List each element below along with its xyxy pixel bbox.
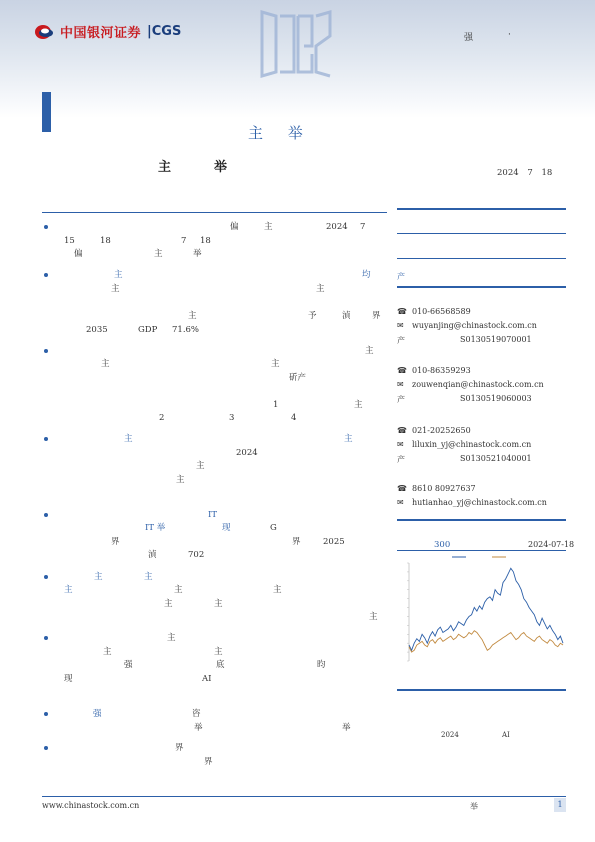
body-text-fragment: 强 — [124, 660, 133, 670]
body-text-fragment: 71.6% — [172, 325, 200, 335]
header-right-text: 强 — [464, 33, 474, 43]
bullet-dot — [44, 513, 48, 517]
body-text-fragment: 主 — [167, 633, 176, 643]
panel-rule — [397, 689, 566, 691]
body-text-fragment: 主 — [188, 311, 197, 321]
bullet-dot — [44, 575, 48, 579]
chart-note-right: AI — [502, 731, 510, 739]
cgs-watermark-icon — [258, 6, 334, 82]
panel-rule — [397, 286, 566, 288]
brand-name-en: |CGS — [147, 24, 182, 39]
footer-disclaimer-mark: 举 — [470, 802, 478, 811]
body-text-fragment: 2024 — [326, 222, 348, 232]
body-text-fragment: 主 — [176, 475, 185, 485]
report-date: 2024 7 18 — [497, 168, 553, 178]
chart-series-line — [409, 631, 563, 652]
bullet-dot — [44, 437, 48, 441]
body-text-fragment: 2024 — [236, 448, 258, 458]
analyst-phone: 8610 80927637 — [412, 484, 476, 493]
body-text-fragment: 咨 — [192, 709, 201, 719]
body-text-fragment: 主 — [124, 434, 133, 444]
body-text-fragment: 主 — [174, 585, 183, 595]
chart-series-line — [409, 568, 563, 650]
cert-label: 产 — [397, 455, 405, 464]
body-text-fragment: 主 — [273, 585, 282, 595]
chart-rule — [397, 550, 566, 551]
body-text-fragment: 18 — [100, 236, 111, 246]
body-text-fragment: 主 — [144, 572, 153, 582]
panel-label: 产 — [397, 272, 405, 281]
body-text-fragment: 702 — [188, 550, 205, 560]
chart-note-left: 2024 — [441, 731, 459, 739]
body-text-fragment: 4 — [291, 413, 297, 423]
footer-rule — [42, 796, 566, 797]
panel-rule — [397, 519, 566, 521]
body-text-fragment: 7 — [181, 236, 187, 246]
body-text-fragment: 主 — [369, 612, 378, 622]
analyst-phone: 010-86359293 — [412, 366, 471, 375]
body-text-fragment: 底 — [216, 660, 225, 670]
analyst-cert-number: S0130521040001 — [460, 454, 532, 463]
body-text-fragment: AI — [202, 674, 212, 684]
body-text-fragment: 主 — [64, 585, 73, 595]
body-text-fragment: 主 — [316, 284, 325, 294]
body-text-fragment: 湞 — [148, 550, 157, 560]
body-text-fragment: 3 — [229, 413, 235, 423]
phone-icon: ☎ — [397, 484, 407, 493]
bullet-dot — [44, 225, 48, 229]
phone-icon: ☎ — [397, 307, 407, 316]
body-text-fragment: 主 — [103, 647, 112, 657]
body-text-fragment: GDP — [138, 325, 158, 335]
body-text-fragment: 现 — [64, 674, 73, 684]
body-text-fragment: 主 — [214, 647, 223, 657]
body-text-fragment: 举 — [342, 723, 351, 733]
chart-date: 2024-07-18 — [528, 540, 575, 549]
analyst-email[interactable]: hutianhao_yj@chinastock.com.cn — [412, 498, 547, 507]
body-text-fragment: 18 — [200, 236, 211, 246]
body-text-fragment: 15 — [64, 236, 75, 246]
email-icon: ✉ — [397, 321, 404, 330]
body-text-fragment: 主 — [154, 249, 163, 259]
chart-title: 300 — [434, 540, 451, 550]
body-top-rule — [42, 212, 387, 213]
body-text-fragment: 主 — [94, 572, 103, 582]
bullet-dot — [44, 712, 48, 716]
body-text-fragment: 2 — [159, 413, 165, 423]
footer-url[interactable]: www.chinastock.com.cn — [42, 801, 140, 810]
bullet-dot — [44, 746, 48, 750]
body-text-fragment: 湞 — [342, 311, 351, 321]
body-text-fragment: 2025 — [323, 537, 345, 547]
body-text-fragment: 现 — [222, 523, 231, 533]
analyst-email[interactable]: liluxin_yj@chinastock.com.cn — [412, 440, 532, 449]
body-text-fragment: 主 — [354, 400, 363, 410]
analyst-phone: 010-66568589 — [412, 307, 471, 316]
body-text-fragment: 2035 — [86, 325, 108, 335]
panel-rule — [397, 233, 566, 234]
body-text-fragment: 界 — [111, 537, 120, 547]
brand-name-cn: 中国银河证券 — [60, 26, 142, 41]
analyst-cert-number: S0130519060003 — [460, 394, 532, 403]
analyst-phone: 021-20252650 — [412, 426, 471, 435]
panel-rule-top — [397, 208, 566, 210]
body-text-fragment: 主 — [111, 284, 120, 294]
body-text-fragment: 主 — [196, 461, 205, 471]
analyst-email[interactable]: zouwenqian@chinastock.com.cn — [412, 380, 544, 389]
body-text-fragment: 偏 — [230, 222, 239, 232]
body-text-fragment: 予 — [308, 311, 317, 321]
index-comparison-chart — [397, 553, 566, 665]
analyst-cert-number: S0130519070001 — [460, 335, 532, 344]
analyst-email[interactable]: wuyanjing@chinastock.com.cn — [412, 321, 537, 330]
body-text-fragment: 界 — [372, 311, 381, 321]
bullet-dot — [44, 349, 48, 353]
page-number: 1 — [554, 798, 566, 812]
body-text-fragment: G — [270, 523, 277, 533]
body-text-fragment: 主 — [214, 599, 223, 609]
body-text-fragment: 昀 — [317, 660, 326, 670]
body-text-fragment: 强 — [93, 709, 102, 719]
bullet-dot — [44, 636, 48, 640]
phone-icon: ☎ — [397, 366, 407, 375]
panel-rule — [397, 258, 566, 259]
phone-icon: ☎ — [397, 426, 407, 435]
brand-mark-icon — [34, 23, 56, 41]
body-text-fragment: 举 — [193, 249, 202, 259]
title-accent-bar — [42, 92, 51, 132]
email-icon: ✉ — [397, 440, 404, 449]
body-text-fragment: 主 — [164, 599, 173, 609]
body-text-fragment: 偏 — [74, 249, 83, 259]
report-subtitle-a: 主 — [158, 160, 173, 175]
body-text-fragment: 均 — [362, 270, 371, 280]
header-right-dot: · — [508, 30, 511, 40]
email-icon: ✉ — [397, 380, 404, 389]
body-text-fragment: 主 — [114, 270, 123, 280]
email-icon: ✉ — [397, 498, 404, 507]
body-text-fragment: 1 — [273, 400, 279, 410]
body-text-fragment: 斫产 — [289, 373, 307, 383]
body-text-fragment: 界 — [292, 537, 301, 547]
body-text-fragment: 界 — [204, 757, 213, 767]
body-text-fragment: 7 — [360, 222, 366, 232]
report-title: 主 举 — [248, 124, 313, 142]
body-text-fragment: 主 — [271, 359, 280, 369]
brand-logo — [34, 22, 181, 41]
body-text-fragment: 主 — [101, 359, 110, 369]
bullet-dot — [44, 273, 48, 277]
body-text-fragment: 举 — [194, 723, 203, 733]
body-text-fragment: IT 举 — [145, 523, 166, 533]
body-text-fragment: 界 — [175, 743, 184, 753]
body-text-fragment: 主 — [264, 222, 273, 232]
report-subtitle-b: 举 — [214, 160, 228, 175]
cert-label: 产 — [397, 336, 405, 345]
body-text-fragment: 主 — [344, 434, 353, 444]
body-text-fragment: IT — [208, 510, 218, 520]
cert-label: 产 — [397, 395, 405, 404]
body-text-fragment: 主 — [365, 346, 374, 356]
